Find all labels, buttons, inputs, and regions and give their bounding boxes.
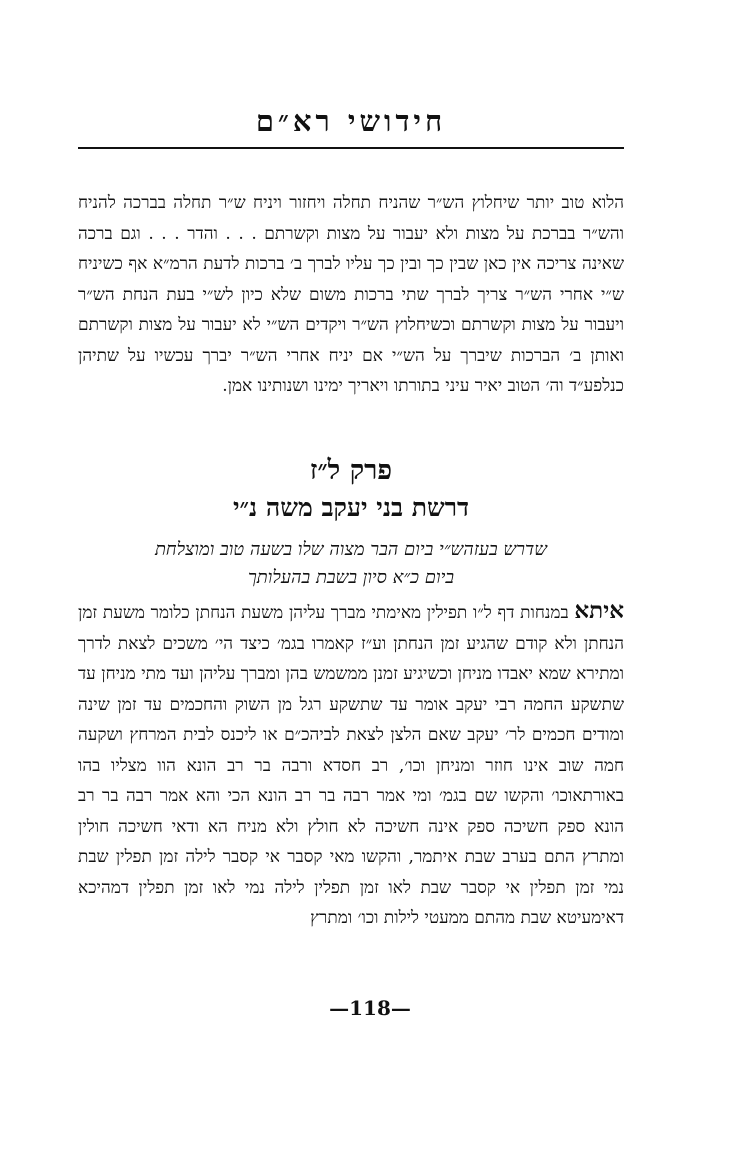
page-number: —118— [329,996,411,1020]
header-rule [78,147,624,149]
body-paragraph [78,596,624,934]
body-text: במנחות דף ל״ו תפילין מאימתי מברך עליהן משעת הנחתן כלומר משעת זמן הנחתן ולא קודם שהגיע זמן הנחתן וע״ז קאמרו בגמ׳ כיצד הי׳ משכים לצאת לדרך ומתירא שמא יאבדו מניחן וכשיגיע זמנן ממשמש בהן ומברך עליהן ועד מתי מניחן עד שתשקע החמה רבי יעקב אומר עד שתשקע רגל מן השוק והחכמים עד זמן שינה ומודים חכמים לר׳ יעקב שאם הלצן לצאת לביהכ״ם או ליכנס לבית המרחץ ושקעה חמה שוב אינו חוזר ומניחן וכו׳, רב חסדא ורבה בר רב הונא הוו מצליו בהו באורתאוכו׳ והקשו שם בגמ׳ ומי אמר רבה בר רב הונא הכי והא אמר רבה בר רב הונא ספק חשיכה ספק אינה חשיכה לא חולץ ולא מניח הא ודאי חשיכה חולין ומתרץ התם בערב שבת איתמר, והקשו מאי קסבר אי קסבר לילה זמן תפלין שבת נמי זמן תפלין אי קסבר שבת לאו זמן תפלין לילה נמי לאו זמן תפלין דמהיכא דאימעיטא שבת מהתם ממעטי לילות וכו׳ ומתרץ [78,603,624,928]
chapter-occasion [78,536,624,592]
running-header: חידושי רא״ם [255,104,447,138]
chapter-subtitle: דרשת בני יעקב משה נ״י [232,493,469,522]
occasion-line-1: שדרש בעזהש״י ביום הבר מצוה שלו בשעה טוב ומוצלחת [154,539,548,560]
occasion-line-2: ביום כ״א סיון בשבת בהעלותך [247,567,455,588]
chapter-title: פרק ל״ז [309,455,393,486]
section-end-paragraph: הלוא טוב יותר שיחלוץ הש״ר שהניח תחלה ויחזור ויניח ש״ר תחלה בברכה להניח והש״ר בברכת על מצות ולא יעבור על מצות וקשרתם . . . והדר . . . וגם ברכה שאינה צריכה אין כאן שבין כך ובין כך עליו לברך ב׳ ברכות לדעת הרמ״א אף כשיניח ש״י אחרי הש״ר צריך לברך שתי ברכות משום שלא כיון לש״י בעת הנחת הש״ר ויעבור על מצות וקשרתם וכשיחלוץ הש״ר ויקדים הש״י לא יעבור על מצות וקשרתם ואותן ב׳ הברכות שיברך על הש״י אם יניח אחרי הש״ר יברך עכשיו על שתיהן כנלפע״ד וה׳ הטוב יאיר עיני בתורתו ויאריך ימינו ושנותינו אמן. [78,193,624,396]
lead-word: איתא [574,597,624,624]
